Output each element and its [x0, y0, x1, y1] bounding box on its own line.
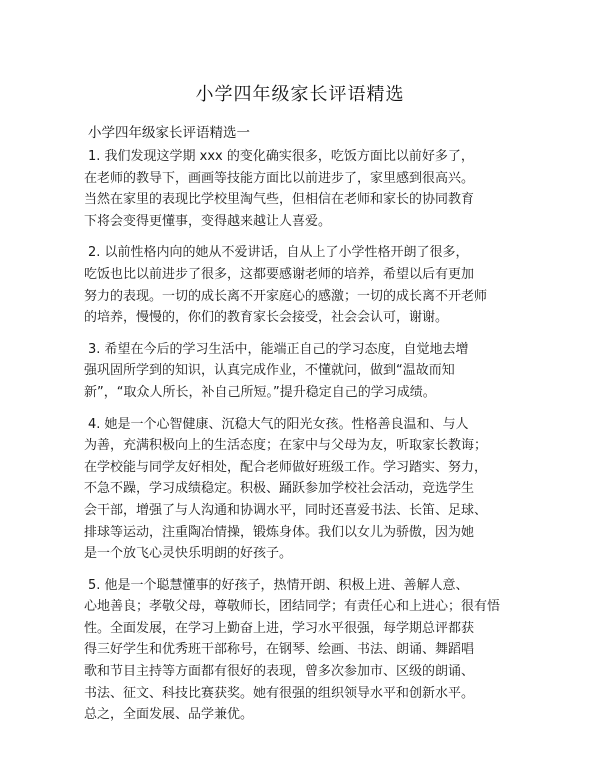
- paragraph-line: 5. 他是一个聪慧懂事的好孩子，热情开朗、积极上进、善解人意、: [88, 577, 469, 593]
- paragraph-line: 4. 她是一个心智健康、沉稳大气的阳光女孩。性格善良温和、与人: [88, 416, 469, 432]
- paragraph-line: 是一个放飞心灵快乐明朗的好孩子。: [84, 546, 293, 562]
- paragraph-line: 1. 我们发现这学期 xxx 的变化确实很多，吃饭方面比以前好多了，: [88, 149, 474, 164]
- comment-paragraph: [84, 339, 524, 404]
- paragraph-line: 努力的表现。一切的成长离不开家庭心的感激；一切的成长离不开老师: [84, 288, 488, 304]
- comment-paragraph: [84, 575, 524, 726]
- paragraph-line: 性。全面发展，在学习上勤奋上进，学习水平很强，每学期总评都获: [84, 620, 475, 636]
- paragraph-line: 心地善良；孝敬父母，尊敬师长，团结同学；有责任心和上进心；很有悟: [84, 599, 501, 615]
- comment-paragraph: [84, 146, 524, 232]
- paragraph-line: 吃饭也比以前进步了很多，这都要感谢老师的培养，希望以后有更加: [84, 266, 475, 282]
- comment-list: [84, 146, 524, 736]
- paragraph-line: 在老师的教导下，画画等技能方面比以前进步了，家里感到很高兴。: [84, 170, 475, 186]
- paragraph-line: 得三好学生和优秀班干部称号，在钢琴、绘画、书法、朗诵、舞蹈唱: [84, 642, 475, 658]
- paragraph-line: 书法、征文、科技比赛获奖。她有很强的组织领导水平和创新水平。: [84, 685, 475, 701]
- paragraph-line: 排球等运动，注重陶冶情操，锻炼身体。我们以女儿为骄傲，因为她: [84, 524, 475, 540]
- document-title: 小学四年级家长评语精选: [195, 84, 405, 105]
- comment-paragraph: [84, 242, 524, 328]
- paragraph-line: 为善，充满积极向上的生活态度；在家中与父母为友，听取家长教诲；: [84, 438, 488, 454]
- comment-paragraph: [84, 414, 524, 565]
- paragraph-line: 新”，“取众人所长，补自己所短。”提升稳定自己的学习成绩。: [84, 384, 436, 400]
- paragraph-line: 强巩固所学到的知识，认真完成作业，不懂就问，做到“温故而知: [84, 363, 455, 379]
- paragraph-line: 3. 希望在今后的学习生活中，能端正自己的学习态度，自觉地去增: [88, 341, 469, 357]
- document-subtitle: 小学四年级家长评语精选一: [88, 125, 250, 141]
- paragraph-line: 会干部，增强了与人沟通和协调水平，同时还喜爱书法、长笛、足球、: [84, 502, 488, 518]
- paragraph-line: 在学校能与同学友好相处，配合老师做好班级工作。学习踏实、努力，: [84, 459, 488, 475]
- paragraph-line: 当然在家里的表现比学校里淘气些，但相信在老师和家长的协同教育: [84, 192, 475, 208]
- paragraph-line: 总之，全面发展、品学兼优。: [84, 707, 254, 723]
- paragraph-line: 的培养，慢慢的，你们的教育家长会接受，社会会认可，谢谢。: [84, 310, 449, 326]
- paragraph-line: 歌和节目主持等方面都有很好的表现，曾多次参加市、区级的朗诵、: [84, 664, 475, 680]
- paragraph-line: 不急不躁，学习成绩稳定。积极、踊跃参加学校社会活动，竞选学生: [84, 481, 475, 497]
- paragraph-line: 2. 以前性格内向的她从不爱讲话，自从上了小学性格开朗了很多，: [88, 245, 469, 261]
- paragraph-line: 下将会变得更懂事，变得越来越让人喜爱。: [84, 213, 332, 229]
